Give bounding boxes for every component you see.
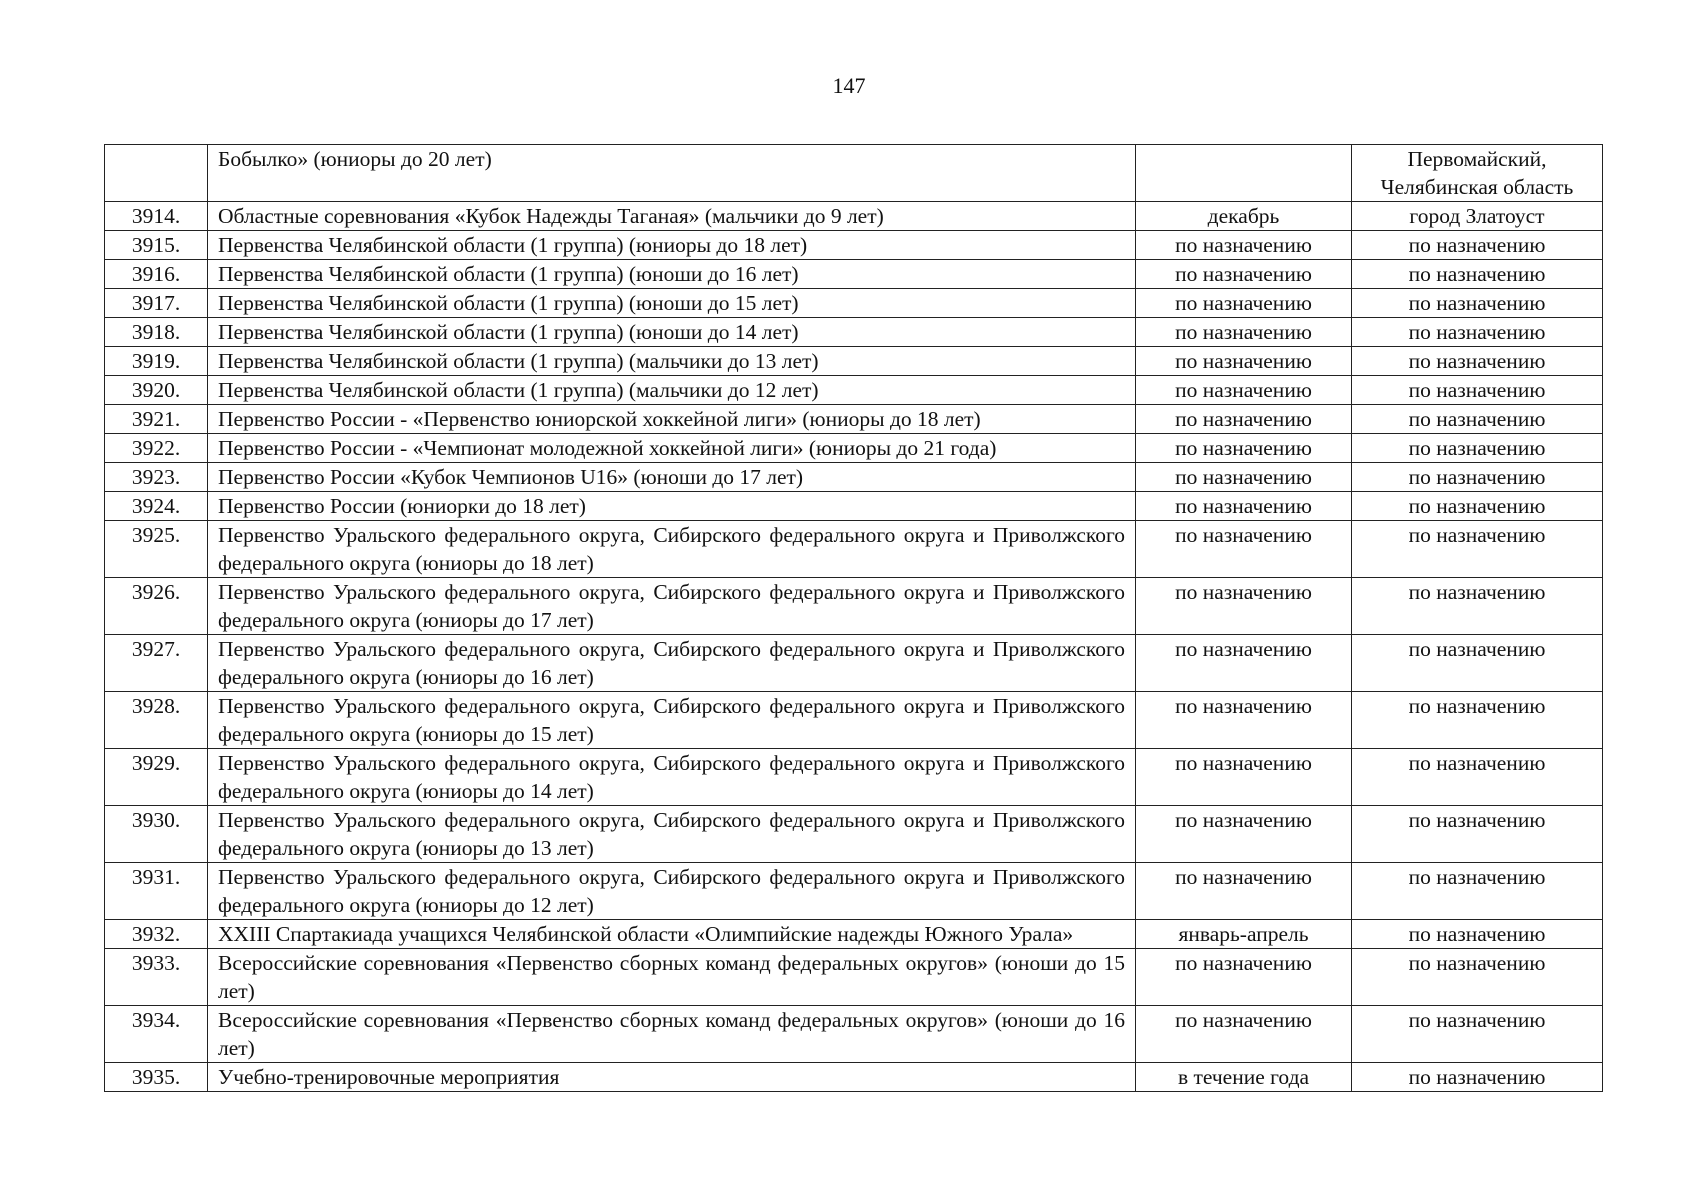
event-place: по назначению	[1352, 806, 1603, 863]
event-name: Первенство России - «Первенство юниорской хоккейной лиги» (юниоры до 18 лет)	[208, 405, 1136, 434]
event-name: Первенства Челябинской области (1 группа) (юноши до 15 лет)	[208, 289, 1136, 318]
event-place: по назначению	[1352, 920, 1603, 949]
event-date: по назначению	[1136, 347, 1352, 376]
event-place: по назначению	[1352, 376, 1603, 405]
event-date: по назначению	[1136, 231, 1352, 260]
event-place: по назначению	[1352, 635, 1603, 692]
page-number: 147	[832, 73, 866, 98]
row-number: 3934.	[105, 1006, 208, 1063]
event-date: по назначению	[1136, 289, 1352, 318]
event-place: по назначению	[1352, 260, 1603, 289]
event-place: Первомайский, Челябинская область	[1352, 145, 1603, 202]
table-row	[105, 578, 1603, 635]
row-number: 3926.	[105, 578, 208, 635]
event-name: Первенство Уральского федерального округа, Сибирского федерального округа и Приволжского федерального округа (юниоры до 13 лет)	[208, 806, 1136, 863]
table-row	[105, 806, 1603, 863]
event-date: по назначению	[1136, 521, 1352, 578]
event-date: январь-апрель	[1136, 920, 1352, 949]
row-number: 3914.	[105, 202, 208, 231]
table-row	[105, 145, 1603, 202]
event-place: по назначению	[1352, 749, 1603, 806]
table-row	[105, 521, 1603, 578]
row-number: 3932.	[105, 920, 208, 949]
event-name: Первенство России (юниорки до 18 лет)	[208, 492, 1136, 521]
event-date: по назначению	[1136, 806, 1352, 863]
event-place: по назначению	[1352, 231, 1603, 260]
event-place: по назначению	[1352, 405, 1603, 434]
row-number: 3920.	[105, 376, 208, 405]
event-name: Первенство России «Кубок Чемпионов U16» (юноши до 17 лет)	[208, 463, 1136, 492]
table-row	[105, 749, 1603, 806]
row-number: 3921.	[105, 405, 208, 434]
table-row	[105, 463, 1603, 492]
event-date: по назначению	[1136, 1006, 1352, 1063]
table-row	[105, 863, 1603, 920]
row-number: 3928.	[105, 692, 208, 749]
table-row	[105, 260, 1603, 289]
row-number: 3930.	[105, 806, 208, 863]
event-date: по назначению	[1136, 863, 1352, 920]
row-number: 3924.	[105, 492, 208, 521]
event-place: по назначению	[1352, 347, 1603, 376]
event-name: Учебно-тренировочные мероприятия	[208, 1063, 1136, 1092]
event-name: Первенства Челябинской области (1 группа) (мальчики до 13 лет)	[208, 347, 1136, 376]
row-number: 3925.	[105, 521, 208, 578]
event-name: Первенство Уральского федерального округа, Сибирского федерального округа и Приволжского федерального округа (юниоры до 15 лет)	[208, 692, 1136, 749]
event-name: Всероссийские соревнования «Первенство сборных команд федеральных округов» (юноши до 15 лет)	[208, 949, 1136, 1006]
event-name: Первенства Челябинской области (1 группа) (юниоры до 18 лет)	[208, 231, 1136, 260]
table-row	[105, 289, 1603, 318]
event-date: по назначению	[1136, 376, 1352, 405]
event-place: по назначению	[1352, 463, 1603, 492]
row-number: 3923.	[105, 463, 208, 492]
row-number: 3927.	[105, 635, 208, 692]
event-name: Первенство Уральского федерального округа, Сибирского федерального округа и Приволжского федерального округа (юниоры до 17 лет)	[208, 578, 1136, 635]
table-row	[105, 318, 1603, 347]
event-place: по назначению	[1352, 434, 1603, 463]
event-date: по назначению	[1136, 318, 1352, 347]
table-row	[105, 434, 1603, 463]
row-number: 3929.	[105, 749, 208, 806]
event-name: Первенства Челябинской области (1 группа) (мальчики до 12 лет)	[208, 376, 1136, 405]
event-name: Первенство Уральского федерального округа, Сибирского федерального округа и Приволжского федерального округа (юниоры до 12 лет)	[208, 863, 1136, 920]
event-date: в течение года	[1136, 1063, 1352, 1092]
event-place: по назначению	[1352, 318, 1603, 347]
row-number: 3915.	[105, 231, 208, 260]
row-number: 3917.	[105, 289, 208, 318]
event-name: XXIII Спартакиада учащихся Челябинской области «Олимпийские надежды Южного Урала»	[208, 920, 1136, 949]
event-date: по назначению	[1136, 492, 1352, 521]
event-date: по назначению	[1136, 949, 1352, 1006]
event-name: Первенство Уральского федерального округа, Сибирского федерального округа и Приволжского федерального округа (юниоры до 18 лет)	[208, 521, 1136, 578]
event-name: Областные соревнования «Кубок Надежды Таганая» (мальчики до 9 лет)	[208, 202, 1136, 231]
event-date: по назначению	[1136, 749, 1352, 806]
row-number: 3931.	[105, 863, 208, 920]
event-date: по назначению	[1136, 463, 1352, 492]
events-table	[104, 144, 1603, 1092]
row-number: 3935.	[105, 1063, 208, 1092]
row-number: 3922.	[105, 434, 208, 463]
table-row	[105, 1006, 1603, 1063]
table-row	[105, 231, 1603, 260]
event-place: город Златоуст	[1352, 202, 1603, 231]
event-place: по назначению	[1352, 492, 1603, 521]
event-place: по назначению	[1352, 863, 1603, 920]
event-name: Бобылко» (юниоры до 20 лет)	[208, 145, 1136, 202]
row-number: 3933.	[105, 949, 208, 1006]
table-row	[105, 1063, 1603, 1092]
event-place: по назначению	[1352, 949, 1603, 1006]
row-number: 3918.	[105, 318, 208, 347]
event-place: по назначению	[1352, 1006, 1603, 1063]
event-place: по назначению	[1352, 521, 1603, 578]
table-row	[105, 202, 1603, 231]
event-place: по назначению	[1352, 289, 1603, 318]
table-row	[105, 492, 1603, 521]
row-number: 3916.	[105, 260, 208, 289]
table-row	[105, 376, 1603, 405]
table-row	[105, 347, 1603, 376]
events-table-body	[105, 145, 1603, 1092]
event-name: Всероссийские соревнования «Первенство сборных команд федеральных округов» (юноши до 16 лет)	[208, 1006, 1136, 1063]
event-date: по назначению	[1136, 692, 1352, 749]
event-place: по назначению	[1352, 692, 1603, 749]
event-date: по назначению	[1136, 260, 1352, 289]
event-date: по назначению	[1136, 405, 1352, 434]
table-row	[105, 949, 1603, 1006]
event-name: Первенство Уральского федерального округа, Сибирского федерального округа и Приволжского федерального округа (юниоры до 16 лет)	[208, 635, 1136, 692]
event-name: Первенство Уральского федерального округа, Сибирского федерального округа и Приволжского федерального округа (юниоры до 14 лет)	[208, 749, 1136, 806]
event-date: по назначению	[1136, 635, 1352, 692]
event-name: Первенство России - «Чемпионат молодежной хоккейной лиги» (юниоры до 21 года)	[208, 434, 1136, 463]
table-row	[105, 635, 1603, 692]
event-name: Первенства Челябинской области (1 группа) (юноши до 14 лет)	[208, 318, 1136, 347]
row-number: 3919.	[105, 347, 208, 376]
event-place: по назначению	[1352, 1063, 1603, 1092]
table-row	[105, 920, 1603, 949]
event-place: по назначению	[1352, 578, 1603, 635]
event-name: Первенства Челябинской области (1 группа) (юноши до 16 лет)	[208, 260, 1136, 289]
event-date: по назначению	[1136, 434, 1352, 463]
table-row	[105, 405, 1603, 434]
row-number	[105, 145, 208, 202]
event-date	[1136, 145, 1352, 202]
event-date: декабрь	[1136, 202, 1352, 231]
event-date: по назначению	[1136, 578, 1352, 635]
table-row	[105, 692, 1603, 749]
